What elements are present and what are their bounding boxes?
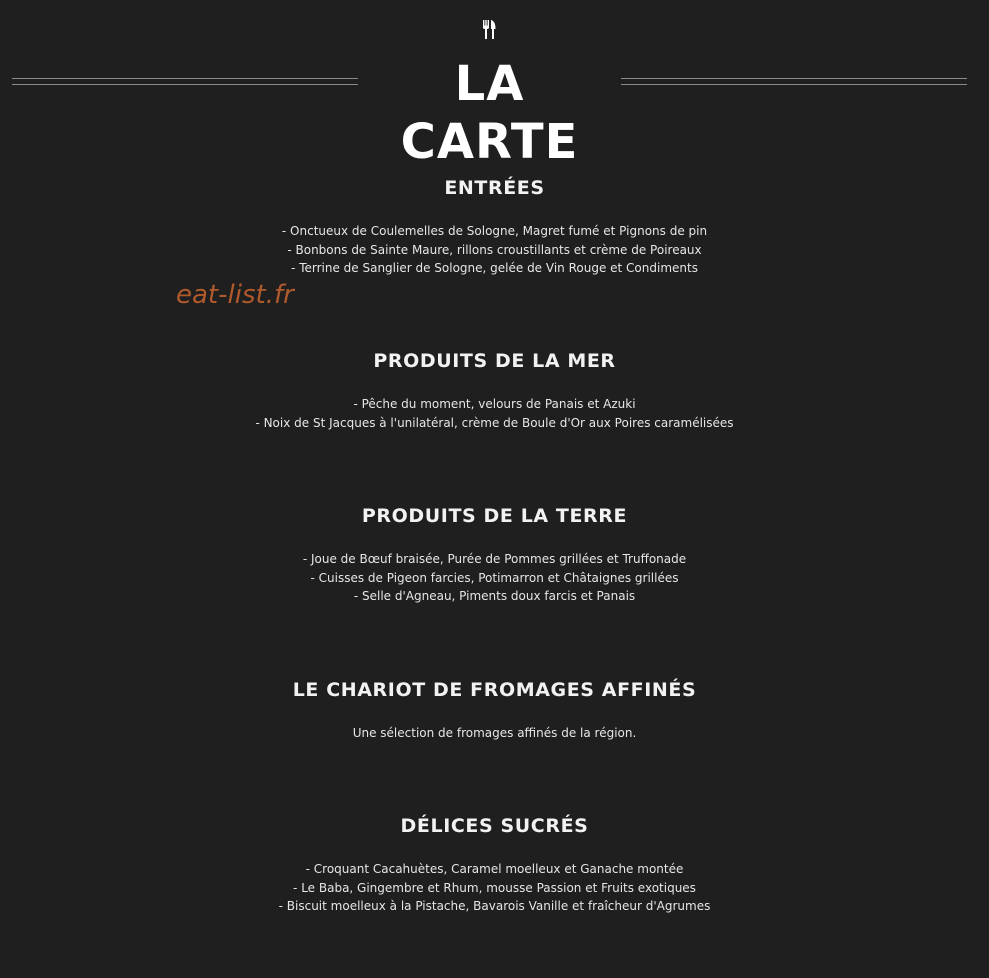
header-rule-right: [621, 78, 967, 85]
section-delices-sucres: [0, 814, 989, 916]
menu-items-list: [0, 395, 989, 432]
menu-item: - Joue de Bœuf braisée, Purée de Pommes grillées et Truffonade: [302, 552, 687, 566]
fork-knife-icon: [481, 20, 497, 40]
page-title: LA CARTE: [400, 56, 579, 170]
menu-items-list: [0, 724, 989, 743]
section-title: PRODUITS DE LA TERRE: [361, 505, 628, 527]
menu-item: - Bonbons de Sainte Maure, rillons croustillants et crème de Poireaux: [287, 242, 702, 257]
menu-item: - Noix de St Jacques à l'unilatéral, crème de Boule d'Or aux Poires caramélisées: [255, 415, 734, 430]
menu-item: - Terrine de Sanglier de Sologne, gelée de Vin Rouge et Condiments: [291, 261, 698, 275]
menu-item: - Onctueux de Coulemelles de Sologne, Magret fumé et Pignons de pin: [281, 224, 708, 238]
menu-items-list: [0, 860, 989, 916]
menu-items-list: [0, 550, 989, 606]
section-title: DÉLICES SUCRÉS: [400, 815, 589, 837]
header-rule-left: [12, 78, 358, 85]
section-produits-de-la-terre: [0, 504, 989, 606]
section-produits-de-la-mer: [0, 349, 989, 432]
menu-item: Une sélection de fromages affinés de la région.: [352, 726, 637, 740]
menu-item: - Pêche du moment, velours de Panais et Azuki: [353, 397, 636, 411]
section-entrees: [0, 176, 989, 278]
section-title: LE CHARIOT DE FROMAGES AFFINÉS: [292, 679, 697, 701]
section-title: PRODUITS DE LA MER: [373, 350, 616, 372]
menu-item: - Biscuit moelleux à la Pistache, Bavarois Vanille et fraîcheur d'Agrumes: [278, 899, 711, 913]
menu-item: - Le Baba, Gingembre et Rhum, mousse Passion et Fruits exotiques: [293, 880, 696, 895]
page-header: [0, 55, 989, 170]
menu-item: - Croquant Cacahuètes, Caramel moelleux et Ganache montée: [305, 862, 684, 876]
menu-items-list: [0, 222, 989, 278]
menu-item: - Selle d'Agneau, Piments doux farcis et Panais: [353, 589, 636, 603]
menu-item: - Cuisses de Pigeon farcies, Potimarron et Châtaignes grillées: [310, 570, 679, 585]
section-title: ENTRÉES: [444, 177, 545, 199]
section-chariot-de-fromages: [0, 678, 989, 743]
watermark: eat-list.fr: [176, 280, 294, 310]
